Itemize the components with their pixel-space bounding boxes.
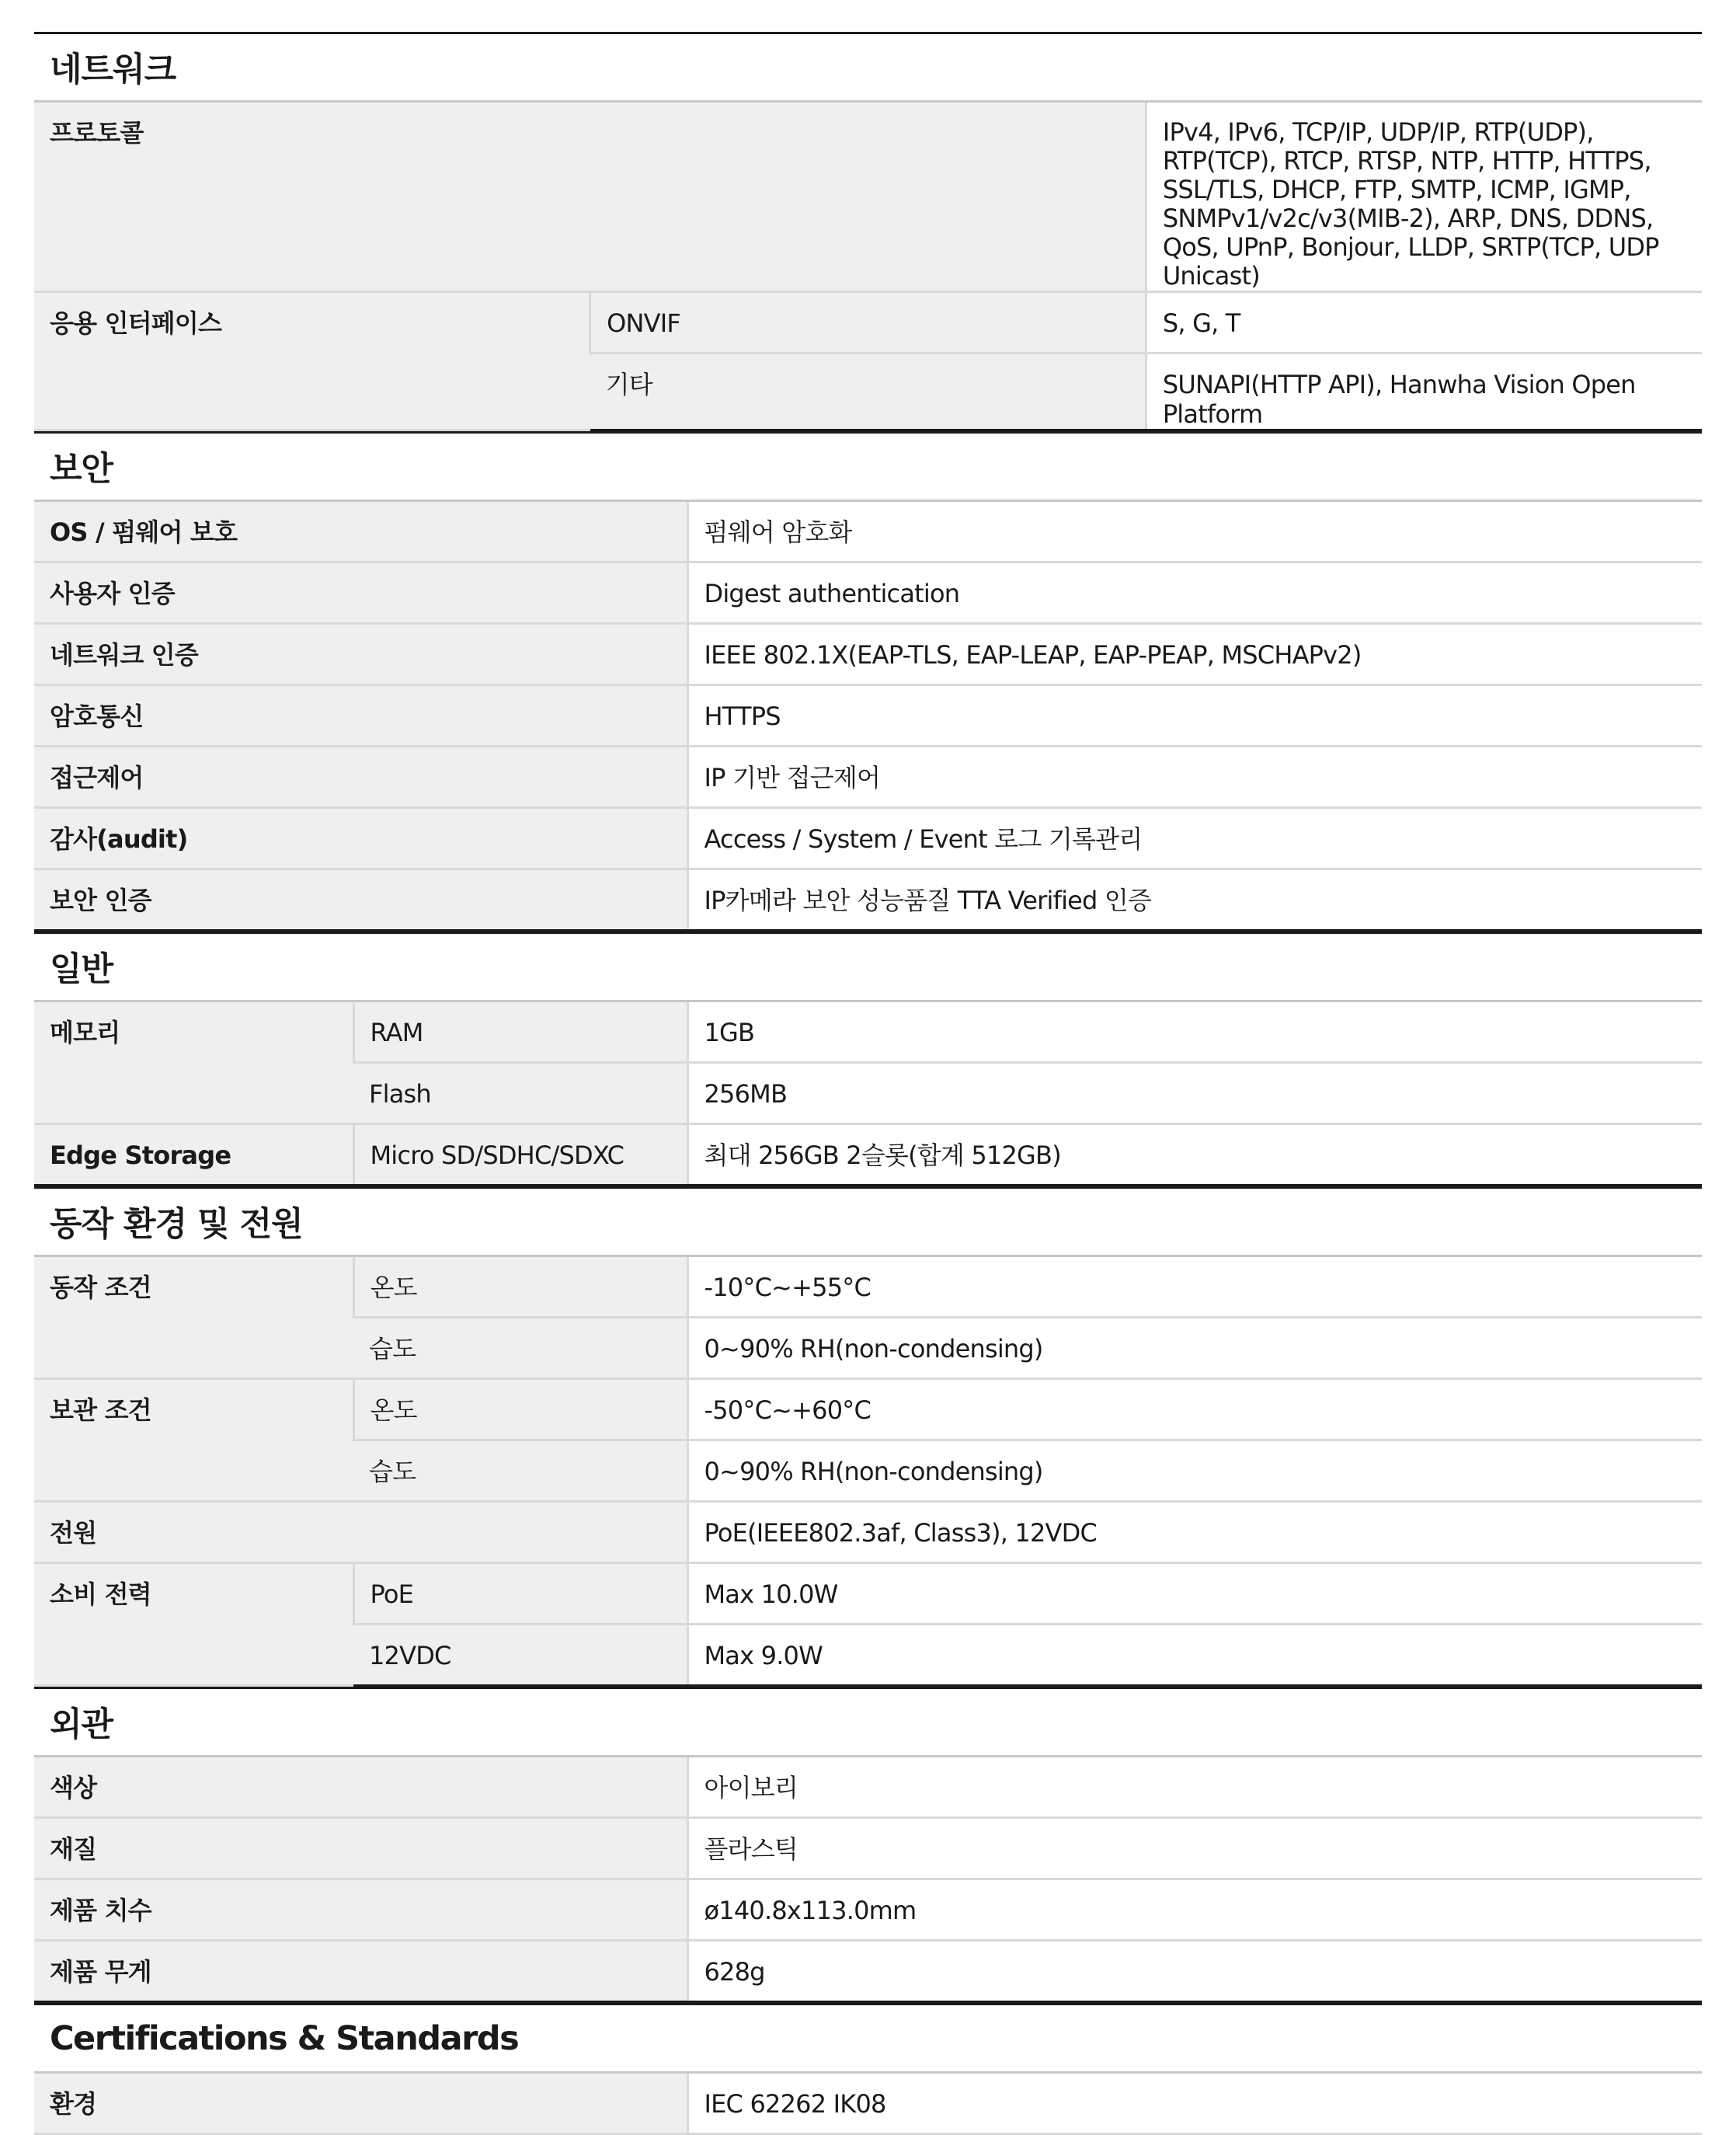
section-appearance [34,1687,1702,2003]
row-label-api: 응용 인터페이스 [34,292,590,430]
row-value: ø140.8x113.0mm [687,1879,1702,1941]
row-label: 재질 [34,1818,687,1879]
row-label-memory: 메모리 [34,1001,353,1124]
row-sub-sd: Micro SD/SDHC/SDXC [353,1124,687,1186]
row-sub-onvif: ONVIF [590,292,1146,354]
row-label-edge-storage: Edge Storage [34,1124,353,1186]
table-row [34,1256,1702,1318]
section-certifications [34,2003,1702,2135]
row-label: 사용자 인증 [34,562,687,624]
row-value-flash: 256MB [687,1063,1702,1124]
table-row [34,1563,1702,1625]
table-row [34,1941,1702,2002]
row-value: Access / System / Event 로그 기록관리 [687,808,1702,869]
table-row [34,1818,1702,1879]
protocol-line: IPv4, IPv6, TCP/IP, UDP/IP, RTP(UDP), RTP(TCP), RTCP, RTSP, NTP, HTTP, HTTPS, [1162,117,1651,176]
row-label: 암호통신 [34,685,687,747]
row-value-12vdc: Max 9.0W [687,1625,1702,1686]
row-value: HTTPS [687,685,1702,747]
section-security [34,431,1702,932]
table-row [34,1379,1702,1440]
section-title-network: 네트워크 [34,32,1702,100]
row-value-temp: -50°C~+60°C [687,1379,1702,1440]
row-sub-humidity: 습도 [353,1318,687,1379]
row-value-storage: 최대 256GB 2슬롯(합계 512GB) [687,1124,1702,1186]
section-title-certifications [34,2003,1702,2071]
row-sub-temp: 온도 [353,1256,687,1318]
environment-table [34,1255,1702,1687]
row-label: 제품 무게 [34,1941,687,2002]
row-sub-other: 기타 [590,354,1146,430]
row-value: IEEE 802.1X(EAP-TLS, EAP-LEAP, EAP-PEAP, MSCHAPv2) [687,624,1702,685]
table-row [34,685,1702,747]
row-value-poe: Max 10.0W [687,1563,1702,1625]
row-value: 628g [687,1941,1702,2002]
row-label: 접근제어 [34,747,687,808]
section-title-text: Certifications & Standards [50,2018,519,2058]
row-value-protocol [1146,102,1702,292]
row-value-power: PoE(IEEE802.3af, Class3), 12VDC [687,1502,1702,1563]
row-label: 네트워크 인증 [34,624,687,685]
table-row [34,624,1702,685]
row-label: OS / 펌웨어 보호 [34,501,687,562]
row-label: 감사(audit) [34,808,687,869]
row-sub-ram: RAM [353,1001,687,1063]
table-row [34,102,1702,292]
table-row [34,2073,1702,2134]
section-network [34,32,1702,431]
row-sub-flash: Flash [353,1063,687,1124]
table-row [34,1879,1702,1941]
row-label: 보안 인증 [34,869,687,931]
row-value-temp: -10°C~+55°C [687,1256,1702,1318]
row-value: 플라스틱 [687,1818,1702,1879]
row-value-ram: 1GB [687,1001,1702,1063]
table-row [34,1124,1702,1186]
protocol-line: QoS, UPnP, Bonjour, LLDP, SRTP(TCP, UDP Unicast) [1162,232,1659,291]
section-title-appearance: 외관 [34,1687,1702,1755]
row-label-protocol: 프로토콜 [34,102,1146,292]
table-row [34,292,1702,354]
row-value: IP 기반 접근제어 [687,747,1702,808]
table-row [34,1757,1702,1818]
table-row [34,869,1702,931]
section-title-security: 보안 [34,431,1702,500]
certifications-table [34,2071,1702,2135]
section-title-environment: 동작 환경 및 전원 [34,1186,1702,1255]
appearance-table [34,1755,1702,2003]
row-value: Digest authentication [687,562,1702,624]
row-sub-temp: 온도 [353,1379,687,1440]
spec-sheet [34,32,1702,2135]
row-label-consumption: 소비 전력 [34,1563,353,1686]
row-label: 제품 치수 [34,1879,687,1941]
section-title-general: 일반 [34,932,1702,1000]
row-value-humidity: 0~90% RH(non-condensing) [687,1318,1702,1379]
row-sub-12vdc: 12VDC [353,1625,687,1686]
row-sub-poe: PoE [353,1563,687,1625]
row-label: 환경 [34,2073,687,2134]
row-value: IEC 62262 IK08 [687,2073,1702,2134]
table-row [34,562,1702,624]
security-table [34,500,1702,932]
row-value: 아이보리 [687,1757,1702,1818]
network-table [34,100,1702,431]
row-label-power: 전원 [34,1502,687,1563]
row-value-humidity: 0~90% RH(non-condensing) [687,1440,1702,1502]
table-row [34,1001,1702,1063]
row-label: 색상 [34,1757,687,1818]
row-value-other: SUNAPI(HTTP API), Hanwha Vision Open Platform [1146,354,1702,430]
general-table [34,1000,1702,1186]
section-general [34,932,1702,1186]
row-value-onvif: S, G, T [1146,292,1702,354]
table-row [34,808,1702,869]
row-label-operating: 동작 조건 [34,1256,353,1379]
table-row [34,501,1702,562]
row-sub-humidity: 습도 [353,1440,687,1502]
row-label-storage-cond: 보관 조건 [34,1379,353,1502]
section-environment [34,1186,1702,1687]
row-value: 펌웨어 암호화 [687,501,1702,562]
table-row [34,747,1702,808]
row-value: IP카메라 보안 성능품질 TTA Verified 인증 [687,869,1702,931]
protocol-line: SSL/TLS, DHCP, FTP, SMTP, ICMP, IGMP, SNMPv1/v2c/v3(MIB-2), ARP, DNS, DDNS, [1162,175,1654,233]
table-row [34,1502,1702,1563]
